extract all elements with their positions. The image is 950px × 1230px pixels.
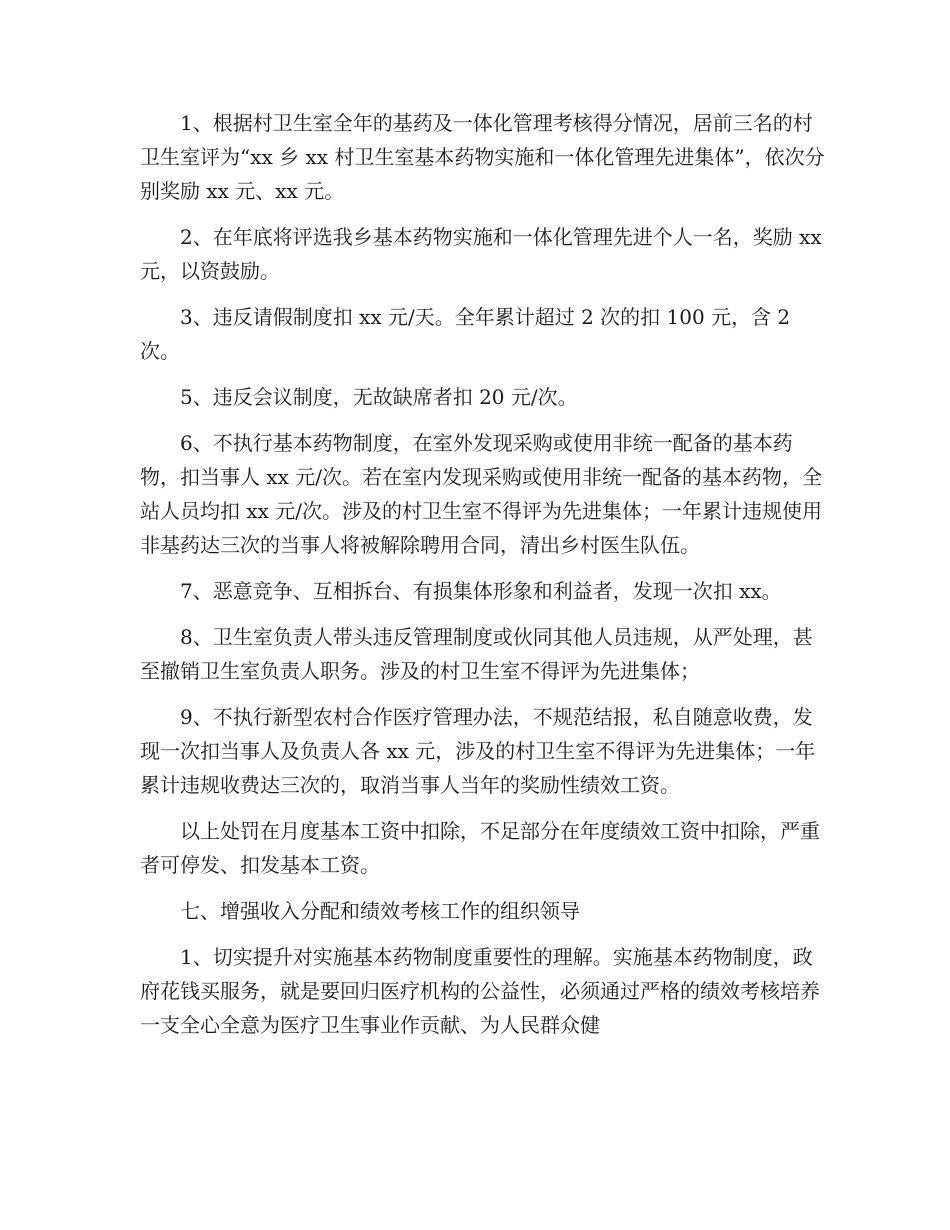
paragraph-cooperative-medical-rule: 9、不执行新型农村合作医疗管理办法，不规范结报，私自随意收费，发现一次扣当事人及负责人各 xx 元，涉及的村卫生室不得评为先进集体；一年累计违规收费达三次的，取消当事人当年的奖励性绩效工资。 xyxy=(140,705,816,797)
paragraph-leader-violation-rule: 8、卫生室负责人带头违反管理制度或伙同其他人员违规，从严处理，甚至撤销卫生室负责人职务。涉及的村卫生室不得评为先进集体； xyxy=(140,625,813,683)
paragraph-understanding: 1、切实提升对实施基本药物制度重要性的理解。实施基本药物制度，政府花钱买服务，就是要回归医疗机构的公益性，必须通过严格的绩效考核培养一支全心全意为医疗卫生事业作贡献、为人民群众健 xyxy=(140,945,820,1037)
paragraph-penalty-deduction: 以上处罚在月度基本工资中扣除，不足部分在年度绩效工资中扣除，严重者可停发、扣发基本工资。 xyxy=(140,819,820,877)
paragraph-award-collective: 1、根据村卫生室全年的基药及一体化管理考核得分情况，居前三名的村卫生室评为“xx 乡 xx 村卫生室基本药物实施和一体化管理先进集体”，依次分别奖励 xx 元、xx 元。 xyxy=(140,111,825,203)
document-body xyxy=(140,106,830,1054)
paragraph-meeting-rule: 5、违反会议制度，无故缺席者扣 20 元/次。 xyxy=(180,385,578,409)
paragraph-competition-rule: 7、恶意竞争、互相拆台、有损集体形象和利益者，发现一次扣 xx。 xyxy=(180,579,782,603)
paragraph-essential-drug-rule: 6、不执行基本药物制度，在室外发现采购或使用非统一配备的基本药物，扣当事人 xx 元/次。若在室内发现采购或使用非统一配备的基本药物，全站人员均扣 xx 元/次。涉及的村卫生室不得评为先进集体；一年累计违规使用非基药达三次的当事人将被解除聘用合同，清出乡村医生队伍。 xyxy=(140,431,823,557)
paragraph-leave-rule: 3、违反请假制度扣 xx 元/天。全年累计超过 2 次的扣 100 元，含 2 次。 xyxy=(140,305,791,363)
section-heading-seven: 七、增强收入分配和绩效考核工作的组织领导 xyxy=(180,899,580,923)
paragraph-award-individual: 2、在年底将评选我乡基本药物实施和一体化管理先进个人一名，奖励 xx 元，以资鼓励。 xyxy=(140,225,822,283)
